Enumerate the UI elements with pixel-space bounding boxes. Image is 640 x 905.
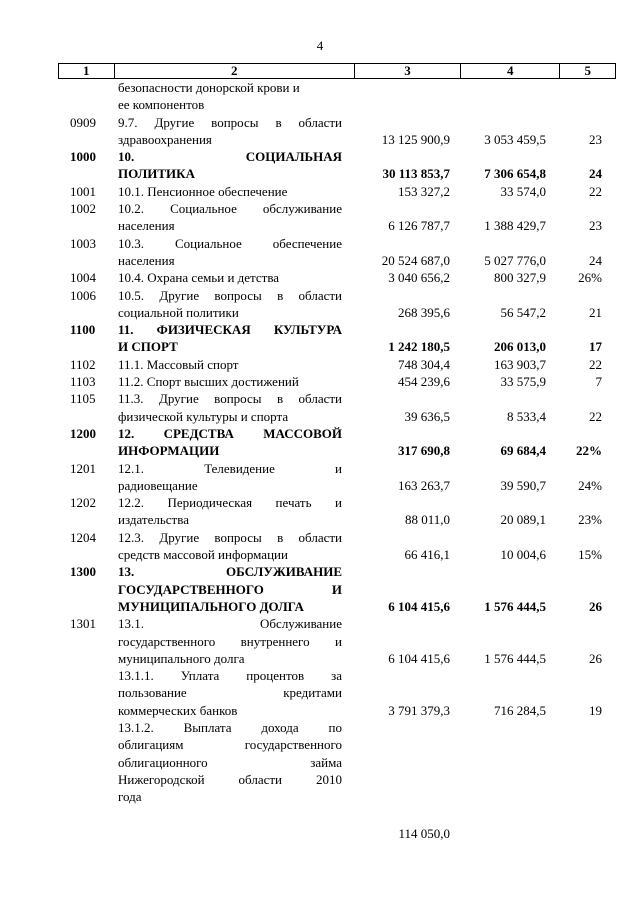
- description-line: И СПОРТ: [118, 339, 178, 355]
- header-col-5: 5: [584, 63, 591, 78]
- row-code: 1001: [70, 183, 96, 199]
- row-code: 1000: [70, 149, 96, 165]
- description-line: 13.1. Обслуживание: [118, 616, 342, 632]
- row-code: 1200: [70, 425, 96, 441]
- row-code: 1300: [70, 564, 96, 580]
- row-value-5: 15%: [578, 547, 602, 563]
- row-code: 1105: [70, 391, 96, 407]
- row-code: 1301: [70, 616, 96, 632]
- row-value-3: 88 011,0: [404, 512, 450, 528]
- row-code: 1202: [70, 495, 96, 511]
- description-line: радиовещание: [118, 477, 198, 493]
- trailing-value: 114 050,0: [398, 826, 450, 841]
- table-header: [58, 63, 616, 79]
- row-value-4: 1 576 444,5: [484, 650, 546, 666]
- row-value-5: 21: [589, 304, 602, 320]
- row-value-4: 1 576 444,5: [484, 598, 546, 614]
- row-value-3: 153 327,2: [398, 183, 450, 199]
- page-number: 4: [316, 38, 324, 53]
- description-line: ПОЛИТИКА: [118, 166, 195, 182]
- row-value-5: 24: [589, 252, 602, 268]
- row-value-5: 26%: [578, 270, 602, 286]
- row-value-4: 33 574,0: [500, 183, 546, 199]
- row-description: [118, 356, 342, 373]
- row-value-5: 23: [589, 218, 602, 234]
- row-value-3: 3 040 656,2: [388, 270, 450, 286]
- header-col-4: 4: [461, 64, 560, 78]
- row-value-5: 24: [589, 166, 602, 182]
- row-code: 0909: [70, 114, 96, 130]
- table-row: [0, 529, 640, 564]
- row-value-5: 26: [589, 650, 602, 666]
- table-row: [0, 79, 640, 114]
- description-line: ГОСУДАРСТВЕННОГО И: [118, 581, 342, 597]
- row-value-4: 1 388 429,7: [484, 218, 546, 234]
- row-value-4: 5 027 776,0: [484, 252, 546, 268]
- row-description: [118, 183, 342, 200]
- row-value-4: 39 590,7: [500, 477, 546, 493]
- row-value-4: 206 013,0: [494, 339, 546, 355]
- description-line: Нижегородской области 2010: [118, 771, 342, 787]
- table-row: [0, 269, 640, 286]
- table-row: [0, 148, 640, 183]
- row-value-3: 13 125 900,9: [381, 131, 450, 147]
- description-line: облигациям государственного: [118, 737, 342, 753]
- row-value-3: 454 239,6: [398, 374, 450, 390]
- row-code: 1003: [70, 235, 96, 251]
- description-line: муниципального долга: [118, 650, 245, 666]
- row-code: 1204: [70, 529, 96, 545]
- description-line: 10.5. Другие вопросы в области: [118, 287, 342, 303]
- description-line: населения: [118, 252, 175, 268]
- description-line: 12.3. Другие вопросы в области: [118, 529, 342, 545]
- row-code: 1201: [70, 460, 96, 476]
- row-description: [118, 114, 342, 149]
- table-row: [0, 235, 640, 270]
- table-row: [0, 460, 640, 495]
- row-value-5: 22: [589, 183, 602, 199]
- row-description: [118, 529, 342, 564]
- row-value-3: 748 304,4: [398, 356, 450, 372]
- row-value-4: 20 089,1: [500, 512, 546, 528]
- description-line: коммерческих банков: [118, 702, 238, 718]
- table-row: [0, 114, 640, 149]
- row-value-4: 8 533,4: [507, 408, 546, 424]
- description-line: облигационного займа: [118, 754, 342, 770]
- row-value-3: 66 416,1: [404, 547, 450, 563]
- row-description: [118, 79, 342, 114]
- row-description: [118, 269, 342, 286]
- description-line: безопасности донорской крови и: [118, 80, 300, 95]
- table-row: [0, 667, 640, 719]
- row-value-5: 19: [589, 702, 602, 718]
- row-value-5: 22: [589, 356, 602, 372]
- row-value-5: 22%: [576, 443, 602, 459]
- description-line: ее компонентов: [118, 97, 205, 113]
- row-value-3: 317 690,8: [398, 443, 450, 459]
- row-value-3: 6 104 415,6: [388, 598, 450, 614]
- row-value-3: 163 263,7: [398, 477, 450, 493]
- description-line: 10.1. Пенсионное обеспечение: [118, 183, 288, 199]
- description-line: 10.3. Социальное обеспечение: [118, 235, 342, 251]
- row-value-4: 56 547,2: [500, 304, 546, 320]
- row-code: 1006: [70, 287, 96, 303]
- row-description: [118, 719, 342, 805]
- table-row: [0, 719, 640, 806]
- row-value-5: 17: [589, 339, 602, 355]
- row-description: [118, 667, 342, 719]
- row-description: [118, 425, 342, 460]
- table-row: [0, 287, 640, 322]
- row-description: [118, 390, 342, 425]
- row-description: [118, 200, 342, 235]
- row-value-3: 39 636,5: [404, 408, 450, 424]
- row-description: [118, 321, 342, 356]
- description-line: 11. ФИЗИЧЕСКАЯ КУЛЬТУРА: [118, 322, 342, 338]
- row-value-4: 69 684,4: [500, 443, 546, 459]
- row-value-4: 7 306 654,8: [484, 166, 546, 182]
- row-code: 1103: [70, 374, 96, 390]
- table-row: [0, 183, 640, 200]
- row-code: 1004: [70, 270, 96, 286]
- description-line: 13.1.1. Уплата процентов за: [118, 668, 342, 684]
- description-line: 12. СРЕДСТВА МАССОВОЙ: [118, 425, 342, 441]
- row-description: [118, 148, 342, 183]
- row-code: 1102: [70, 356, 96, 372]
- table-row: [0, 425, 640, 460]
- row-value-5: 22: [589, 408, 602, 424]
- row-value-5: 7: [595, 374, 602, 390]
- description-line: здравоохранения: [118, 131, 212, 147]
- table-row: [0, 200, 640, 235]
- description-line: 9.7. Другие вопросы в области: [118, 114, 342, 130]
- description-line: 13.1.2. Выплата дохода по: [118, 719, 342, 735]
- table-row: [0, 390, 640, 425]
- row-value-4: 3 053 459,5: [484, 131, 546, 147]
- row-value-4: 716 284,5: [494, 702, 546, 718]
- description-line: 10.2. Социальное обслуживание: [118, 201, 342, 217]
- table-row: [0, 563, 640, 615]
- description-line: пользование кредитами: [118, 685, 342, 701]
- row-value-3: 1 242 180,5: [388, 339, 450, 355]
- row-value-4: 10 004,6: [500, 547, 546, 563]
- description-line: населения: [118, 218, 175, 234]
- row-description: [118, 373, 342, 390]
- row-value-3: 30 113 853,7: [382, 166, 450, 182]
- row-description: [118, 615, 342, 667]
- row-value-3: 6 126 787,7: [388, 218, 450, 234]
- row-value-3: 20 524 687,0: [381, 252, 450, 268]
- header-col-3: 3: [355, 64, 461, 78]
- description-line: 10. СОЦИАЛЬНАЯ: [118, 149, 342, 165]
- row-value-5: 23: [589, 131, 602, 147]
- table-row: [0, 356, 640, 373]
- description-line: года: [118, 789, 142, 805]
- row-description: [118, 494, 342, 529]
- row-value-5: 26: [589, 598, 602, 614]
- table-body: [0, 79, 640, 805]
- description-line: 11.3. Другие вопросы в области: [118, 391, 342, 407]
- row-code: 1002: [70, 201, 96, 217]
- description-line: физической культуры и спорта: [118, 408, 289, 424]
- row-value-3: 3 791 379,3: [388, 702, 450, 718]
- description-line: ИНФОРМАЦИИ: [118, 443, 220, 459]
- row-description: [118, 287, 342, 322]
- row-description: [118, 563, 342, 615]
- header-col-1: 1: [59, 64, 115, 78]
- description-line: 12.1. Телевидение и: [118, 460, 342, 476]
- row-value-3: 268 395,6: [398, 304, 450, 320]
- row-value-4: 163 903,7: [494, 356, 546, 372]
- row-description: [118, 235, 342, 270]
- description-line: 12.2. Периодическая печать и: [118, 495, 342, 511]
- table-row: [0, 494, 640, 529]
- table-row: [0, 373, 640, 390]
- table-row: [0, 321, 640, 356]
- row-description: [118, 460, 342, 495]
- row-value-4: 800 327,9: [494, 270, 546, 286]
- description-line: издательства: [118, 512, 189, 528]
- row-code: 1100: [70, 322, 96, 338]
- description-line: 10.4. Охрана семьи и детства: [118, 270, 280, 286]
- description-line: 13. ОБСЛУЖИВАНИЕ: [118, 564, 342, 580]
- row-value-5: 23%: [578, 512, 602, 528]
- description-line: 11.1. Массовый спорт: [118, 356, 239, 372]
- description-line: средств массовой информации: [118, 547, 288, 563]
- row-value-4: 33 575,9: [500, 374, 546, 390]
- description-line: МУНИЦИПАЛЬНОГО ДОЛГА: [118, 598, 304, 614]
- header-col-2: 2: [115, 64, 355, 78]
- row-value-3: 6 104 415,6: [388, 650, 450, 666]
- row-value-5: 24%: [578, 477, 602, 493]
- description-line: 11.2. Спорт высших достижений: [118, 374, 299, 390]
- description-line: социальной политики: [118, 304, 239, 320]
- table-row: [0, 615, 640, 667]
- description-line: государственного внутреннего и: [118, 633, 342, 649]
